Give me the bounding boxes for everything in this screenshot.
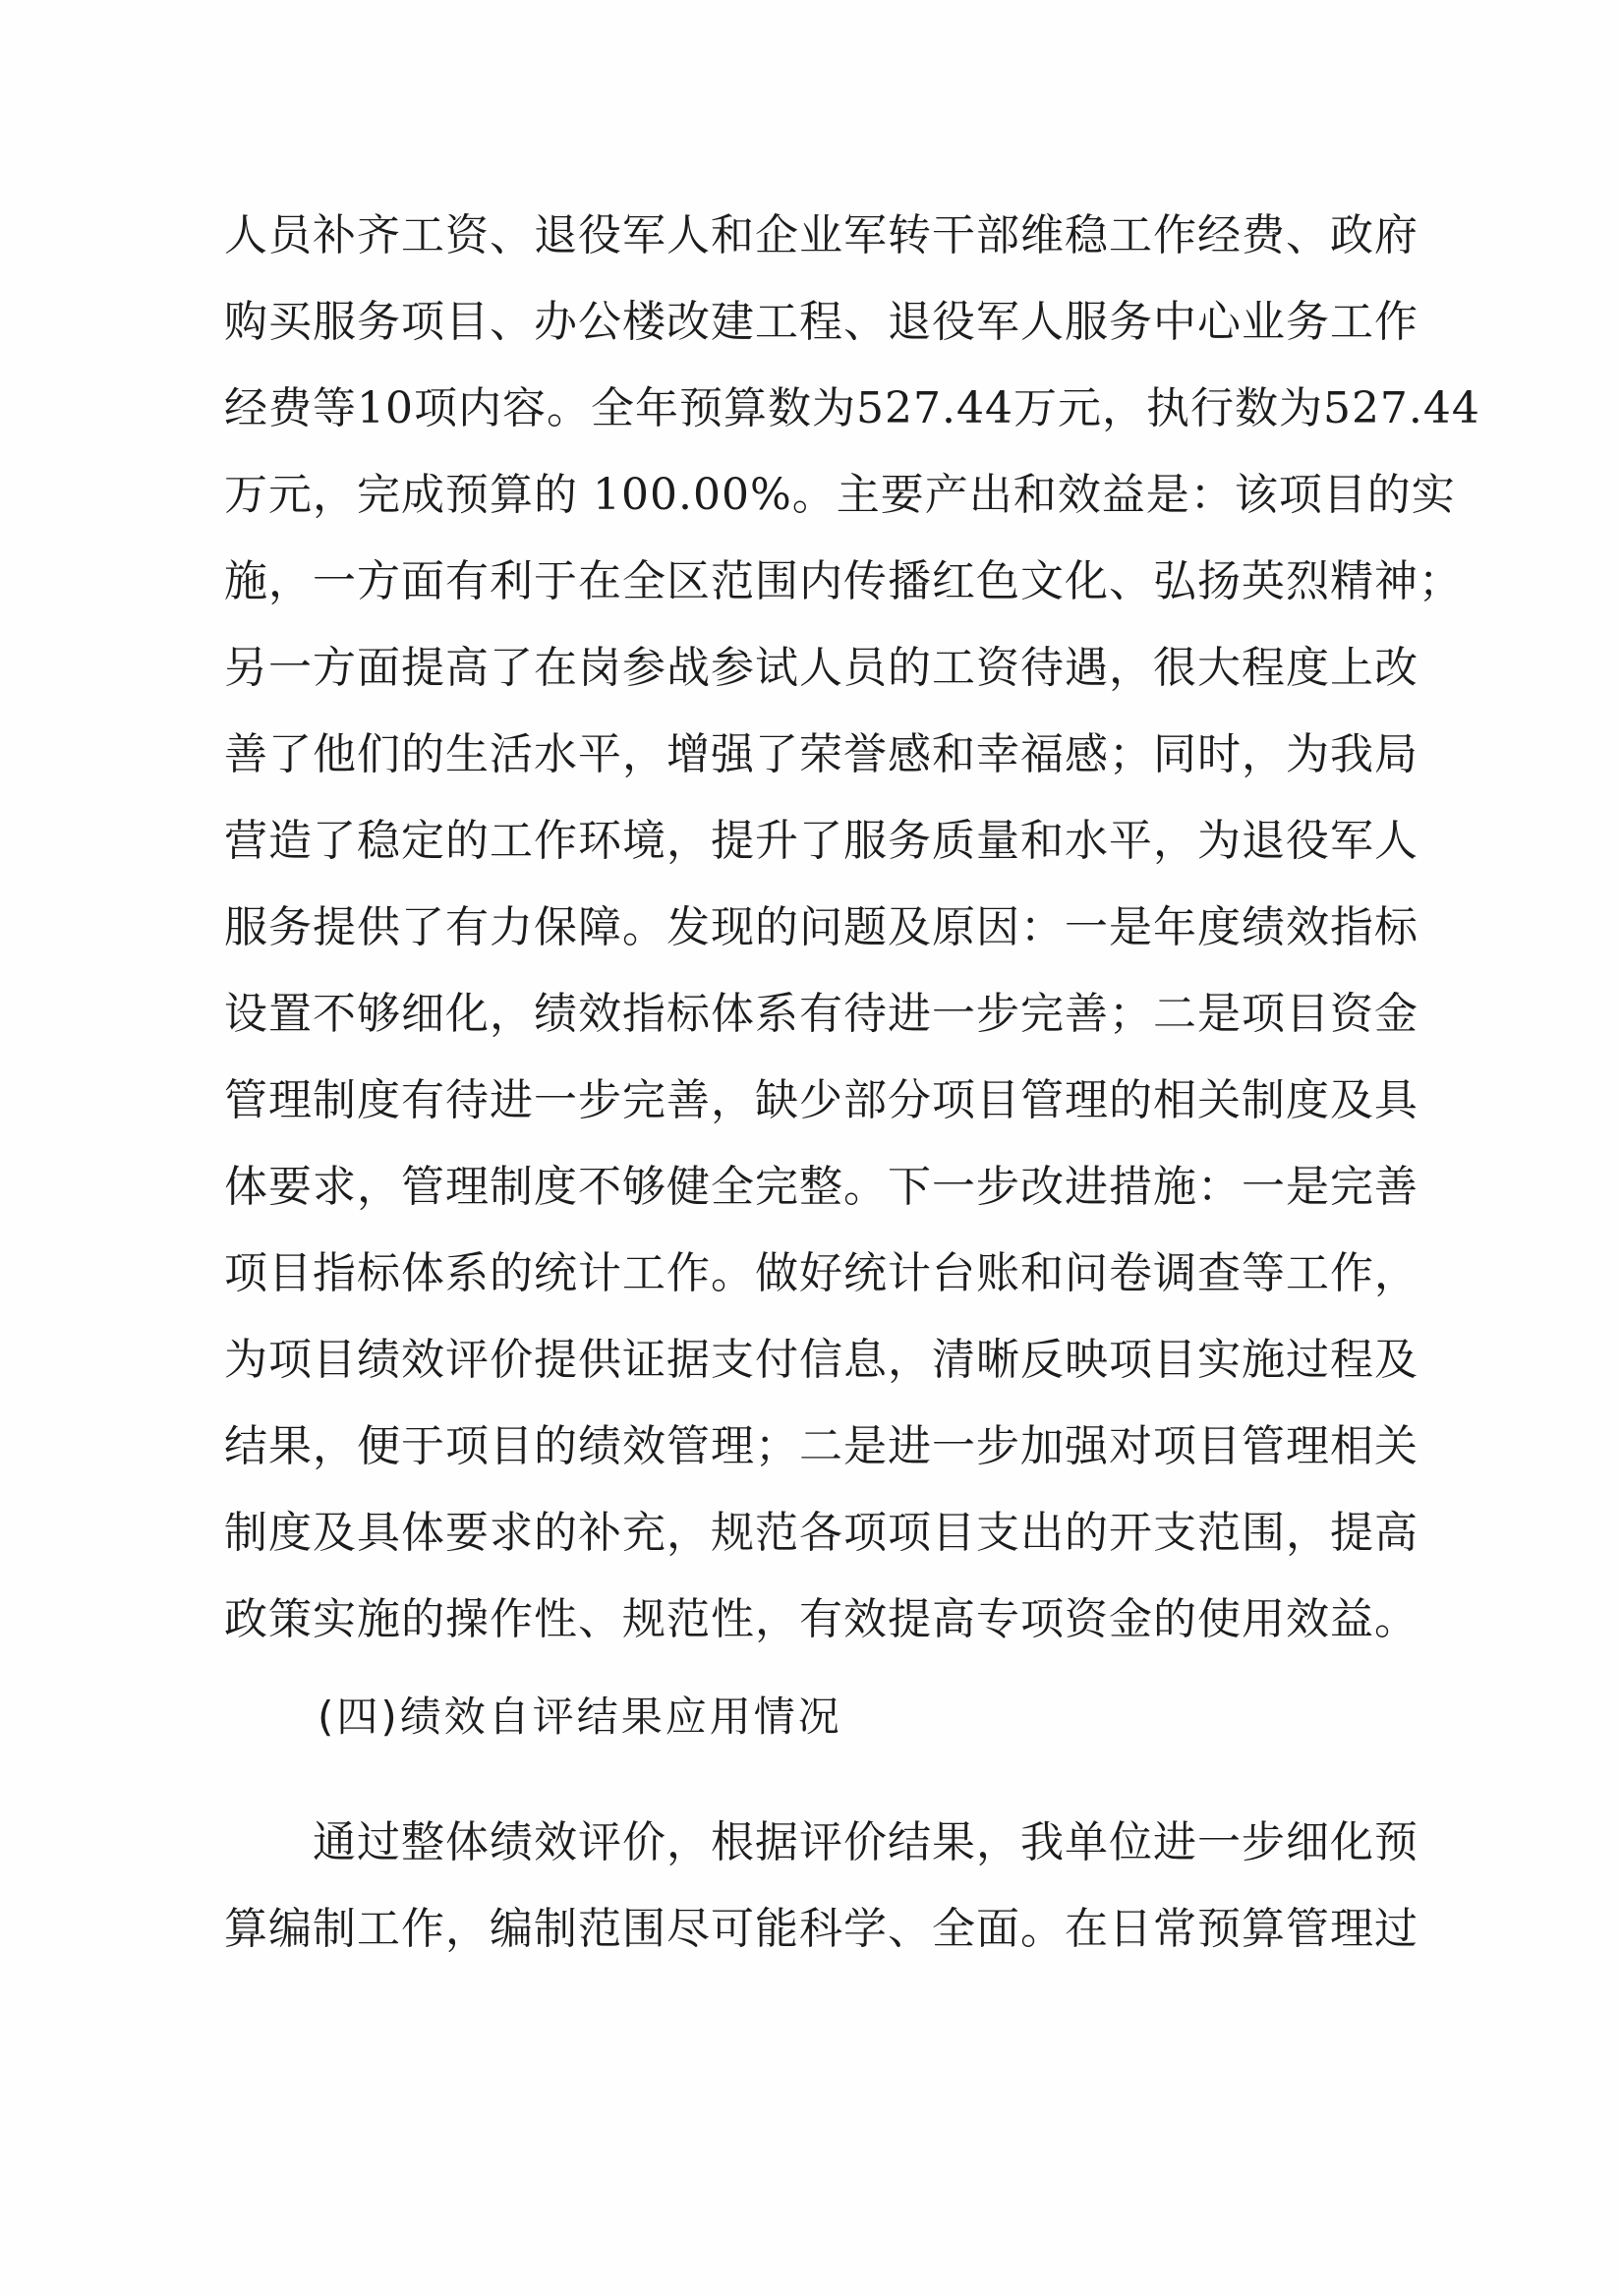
section-heading: (四)绩效自评结果应用情况 (318, 1693, 842, 1741)
text-line: 服务提供了有力保障。发现的问题及原因：一是年度绩效指标 (224, 902, 1418, 952)
text-line: 善了他们的生活水平，增强了荣誉感和幸福感；同时，为我局 (224, 729, 1418, 779)
text-line: 制度及具体要求的补充，规范各项项目支出的开支范围，提高 (224, 1508, 1418, 1558)
text-line: 经费等10项内容。全年预算数为527.44万元，执行数为527.44 (224, 383, 1480, 433)
text-line: 结果，便于项目的绩效管理；二是进一步加强对项目管理相关 (224, 1421, 1418, 1471)
text-line: 设置不够细化，绩效指标体系有待进一步完善；二是项目资金 (224, 989, 1418, 1039)
text-line: 人员补齐工资、退役军人和企业军转干部维稳工作经费、政府 (224, 210, 1418, 260)
text-line: 为项目绩效评价提供证据支付信息，清晰反映项目实施过程及 (224, 1335, 1418, 1385)
text-line: 万元，完成预算的 100.00%。主要产出和效益是：该项目的实 (224, 470, 1456, 520)
text-line: 营造了稳定的工作环境，提升了服务质量和水平，为退役军人 (224, 816, 1418, 866)
text-line: 项目指标体系的统计工作。做好统计台账和问卷调查等工作， (224, 1248, 1418, 1298)
text-line: 管理制度有待进一步完善，缺少部分项目管理的相关制度及具 (224, 1075, 1418, 1125)
text-line: 算编制工作，编制范围尽可能科学、全面。在日常预算管理过 (224, 1904, 1418, 1954)
text-line: 通过整体绩效评价，根据评价结果，我单位进一步细化预 (224, 1817, 1418, 1867)
text-line: 体要求，管理制度不够健全完整。下一步改进措施：一是完善 (224, 1162, 1418, 1212)
text-line: 施，一方面有利于在全区范围内传播红色文化、弘扬英烈精神； (224, 556, 1463, 606)
text-line: 另一方面提高了在岗参战参试人员的工资待遇，很大程度上改 (224, 643, 1418, 693)
text-line: 政策实施的操作性、规范性，有效提高专项资金的使用效益。 (224, 1594, 1418, 1644)
text-line: 购买服务项目、办公楼改建工程、退役军人服务中心业务工作 (224, 297, 1418, 347)
